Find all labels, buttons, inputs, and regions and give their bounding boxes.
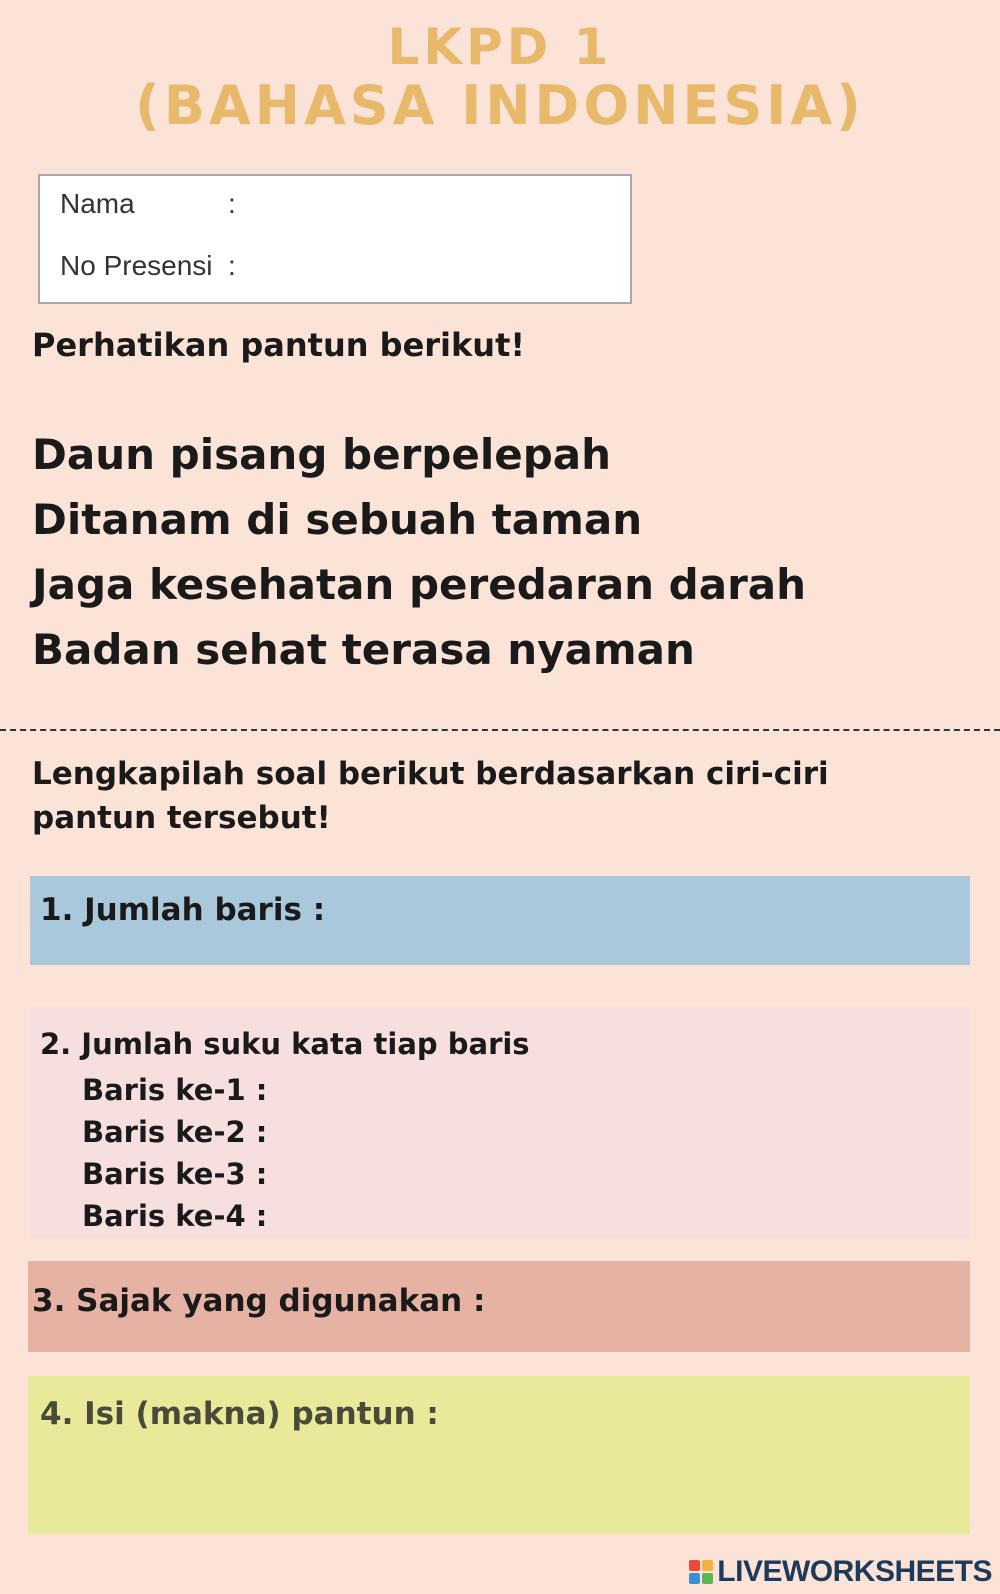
- liveworksheets-logo-icon: [689, 1560, 713, 1584]
- name-row: [60, 188, 236, 220]
- line-1-answer-label: Baris ke-1 :: [82, 1073, 268, 1107]
- pantun-text: [32, 430, 806, 690]
- pantun-line-1: Daun pisang berpelepah: [32, 430, 612, 479]
- brand-text: LIVEWORKSHEETS: [717, 1555, 992, 1588]
- question-3-box[interactable]: [28, 1261, 970, 1352]
- presence-row: [60, 250, 236, 282]
- name-separator: :: [228, 188, 236, 219]
- question-1-box[interactable]: [30, 876, 970, 965]
- question-4-box[interactable]: [28, 1376, 970, 1534]
- dashed-divider: [0, 729, 1000, 731]
- student-identity-box: [38, 174, 632, 304]
- line-2-answer-label: Baris ke-2 :: [82, 1115, 268, 1149]
- presence-separator: :: [228, 250, 236, 281]
- name-label: Nama: [60, 188, 135, 219]
- question-1-label: 1. Jumlah baris :: [40, 892, 326, 928]
- question-2-lines: [40, 1069, 970, 1237]
- presence-label: No Presensi: [60, 250, 213, 281]
- question-3-label: 3. Sajak yang digunakan :: [32, 1283, 486, 1319]
- pantun-line-2: Ditanam di sebuah taman: [32, 495, 643, 544]
- instruction-complete-questions: Lengkapilah soal berikut berdasarkan ciri-ciri pantun tersebut!: [32, 756, 829, 836]
- liveworksheets-brand[interactable]: [689, 1555, 992, 1589]
- worksheet-title: LKPD 1: [387, 18, 613, 76]
- pantun-line-3: Jaga kesehatan peredaran darah: [32, 560, 807, 609]
- line-3-answer-label: Baris ke-3 :: [82, 1157, 268, 1191]
- line-4-answer-label: Baris ke-4 :: [82, 1199, 268, 1233]
- question-2-box[interactable]: [30, 1007, 970, 1239]
- question-2-label: 2. Jumlah suku kata tiap baris: [40, 1027, 530, 1061]
- worksheet-subtitle: (BAHASA INDONESIA): [135, 74, 865, 137]
- pantun-line-4: Badan sehat terasa nyaman: [32, 625, 695, 674]
- question-4-label: 4. Isi (makna) pantun :: [40, 1396, 439, 1432]
- instruction-read-pantun: Perhatikan pantun berikut!: [32, 326, 525, 364]
